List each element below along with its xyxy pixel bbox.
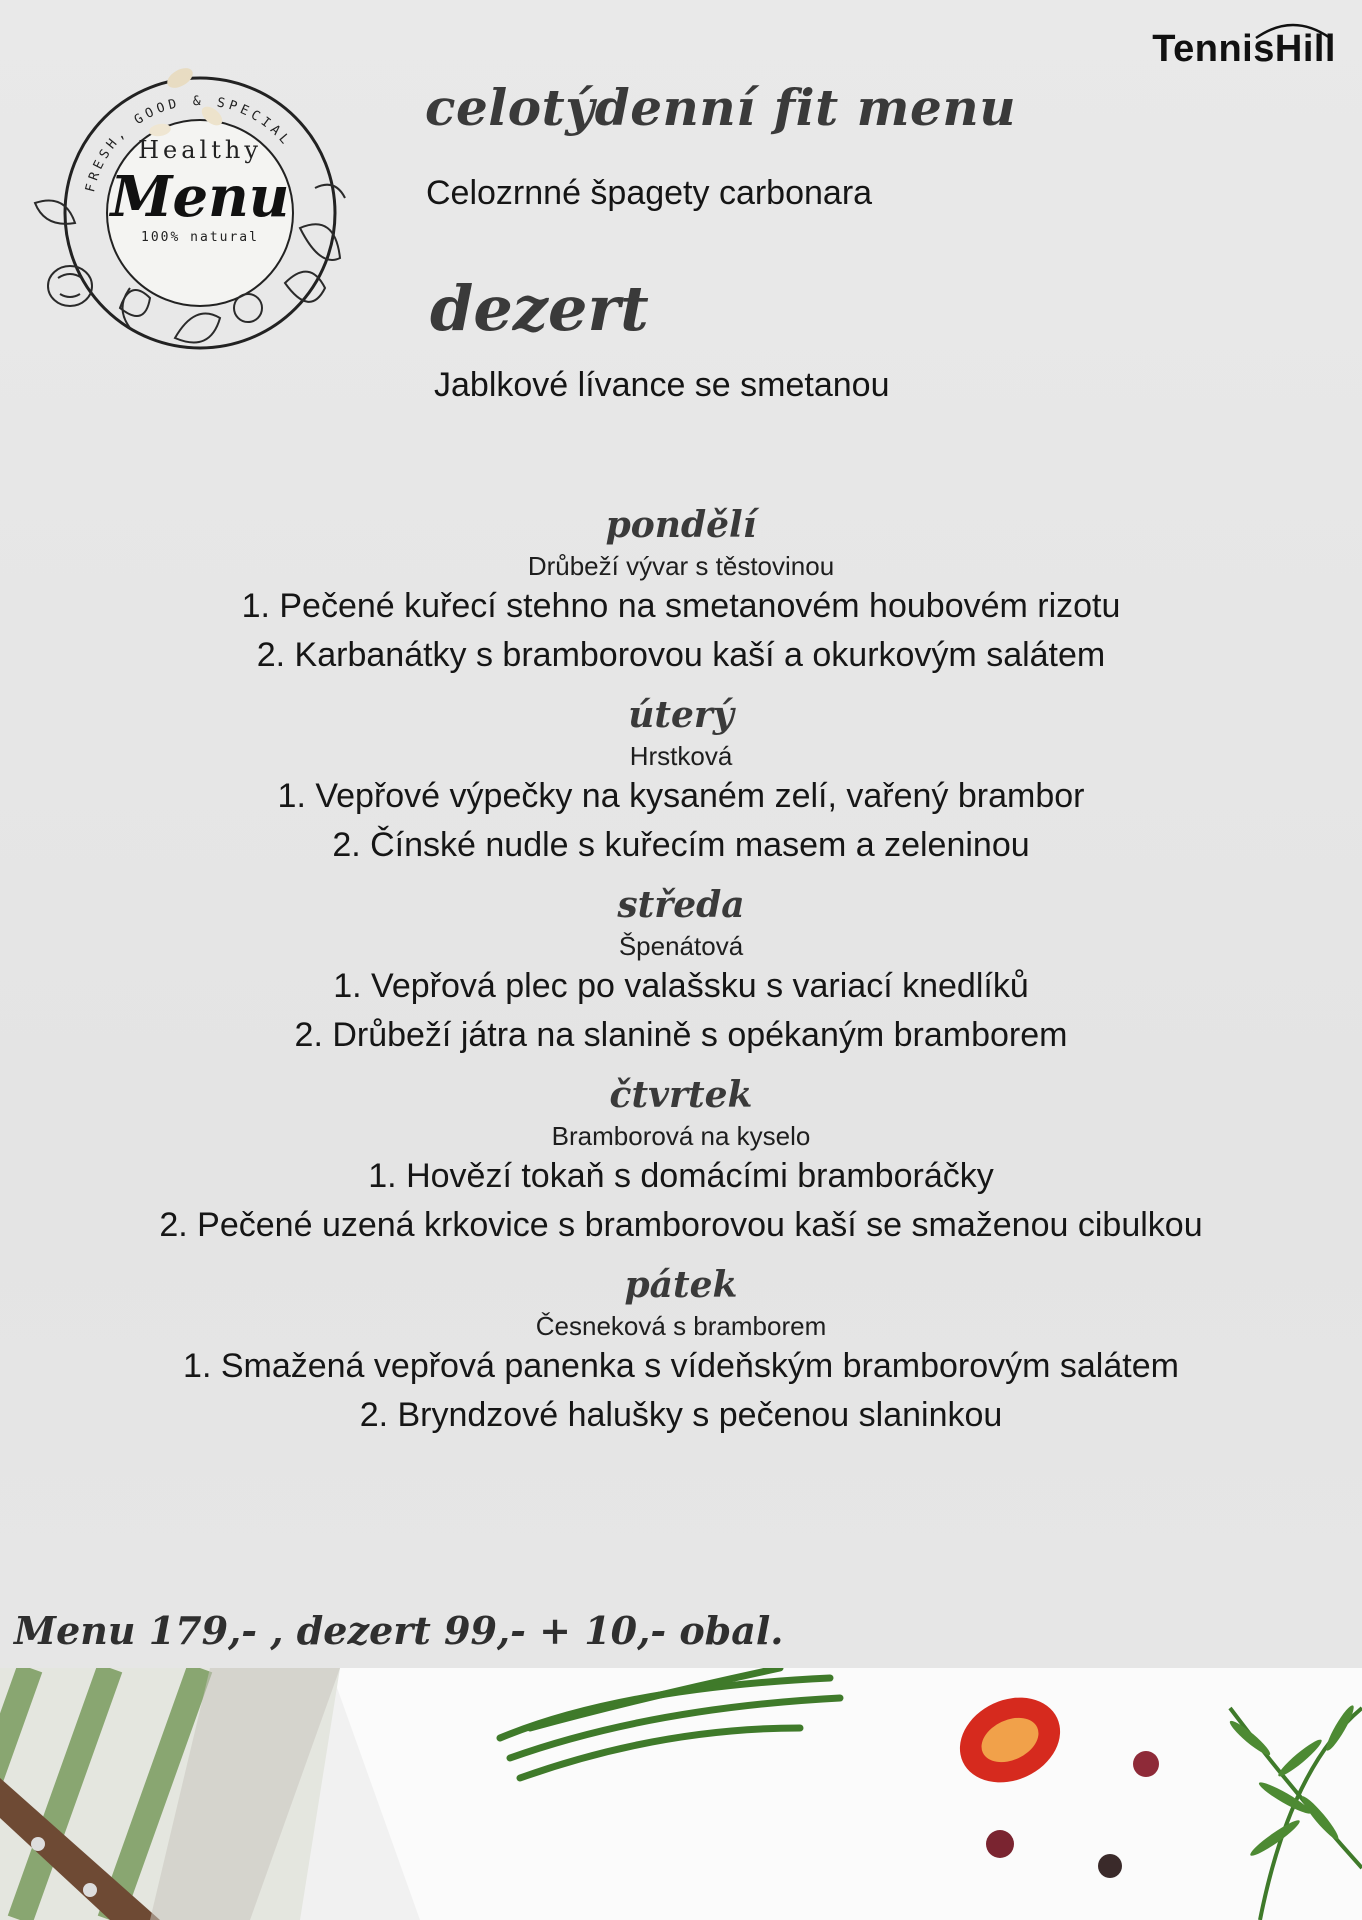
footer-food-illustration <box>0 1668 1362 1920</box>
day-meal: 1. Vepřové výpečky na kysaném zelí, vařený brambor <box>277 777 1085 815</box>
day-meal: 1. Pečené kuřecí stehno na smetanovém houbovém rizotu <box>241 587 1121 625</box>
logo-top-text: Healthy <box>138 136 262 164</box>
day-meal: 1. Vepřová plec po valašsku s variací knedlíků <box>333 967 1029 1005</box>
day-meal: 2. Karbanátky s bramborovou kaší a okurkovým salátem <box>256 636 1106 674</box>
logo-arc-text: FRESH, GOOD & SPECIAL <box>83 93 295 194</box>
day-section-tuesday <box>0 690 1362 870</box>
day-name: pátek <box>624 1264 738 1306</box>
healthy-menu-logo <box>30 38 370 358</box>
day-meal: 2. Čínské nudle s kuřecím masem a zeleninou <box>332 826 1030 864</box>
day-soup: Špenátová <box>618 931 744 961</box>
footer-food-icon <box>0 1668 1362 1920</box>
day-soup: Drůbeží vývar s těstovinou <box>527 551 835 581</box>
logo-badge-icon <box>30 38 370 358</box>
logo-bottom-text: 100% natural <box>141 230 259 245</box>
day-soup: Hrstková <box>629 741 733 771</box>
dessert-dish: Jablkové lívance se smetanou <box>434 366 890 404</box>
day-section-monday <box>0 500 1362 680</box>
day-meal: 1. Hovězí tokaň s domácími bramboráčky <box>368 1157 994 1195</box>
week-menu-dish: Celozrnné špagety carbonara <box>426 174 873 212</box>
day-meal: 2. Drůbeží játra na slanině s opékaným bramborem <box>294 1016 1068 1054</box>
day-section-friday <box>0 1260 1362 1440</box>
day-soup: Česneková s bramborem <box>535 1311 827 1341</box>
day-name: úterý <box>628 694 734 736</box>
day-name: středa <box>617 884 745 926</box>
day-section-wednesday <box>0 880 1362 1060</box>
dessert-heading: dezert <box>430 272 649 345</box>
price-note: Menu 179,- , dezert 99,- + 10,- obal. <box>14 1608 784 1653</box>
logo-main-text: Menu <box>110 164 290 230</box>
day-meal: 1. Smažená vepřová panenka s vídeňským bramborovým salátem <box>183 1347 1179 1385</box>
day-meal: 2. Pečené uzená krkovice s bramborovou kaší se smaženou cibulkou <box>159 1206 1203 1244</box>
day-soup: Bramborová na kyselo <box>551 1121 811 1151</box>
day-meal: 2. Bryndzové halušky s pečenou slaninkou <box>359 1396 1003 1434</box>
daily-menu-list <box>0 500 1362 1440</box>
day-name: pondělí <box>605 504 757 546</box>
brand-name: TennisHill <box>1152 28 1336 70</box>
week-menu-heading: celotýdenní fit menu <box>425 78 1017 137</box>
day-name: čtvrtek <box>609 1074 753 1116</box>
day-section-thursday <box>0 1070 1362 1250</box>
